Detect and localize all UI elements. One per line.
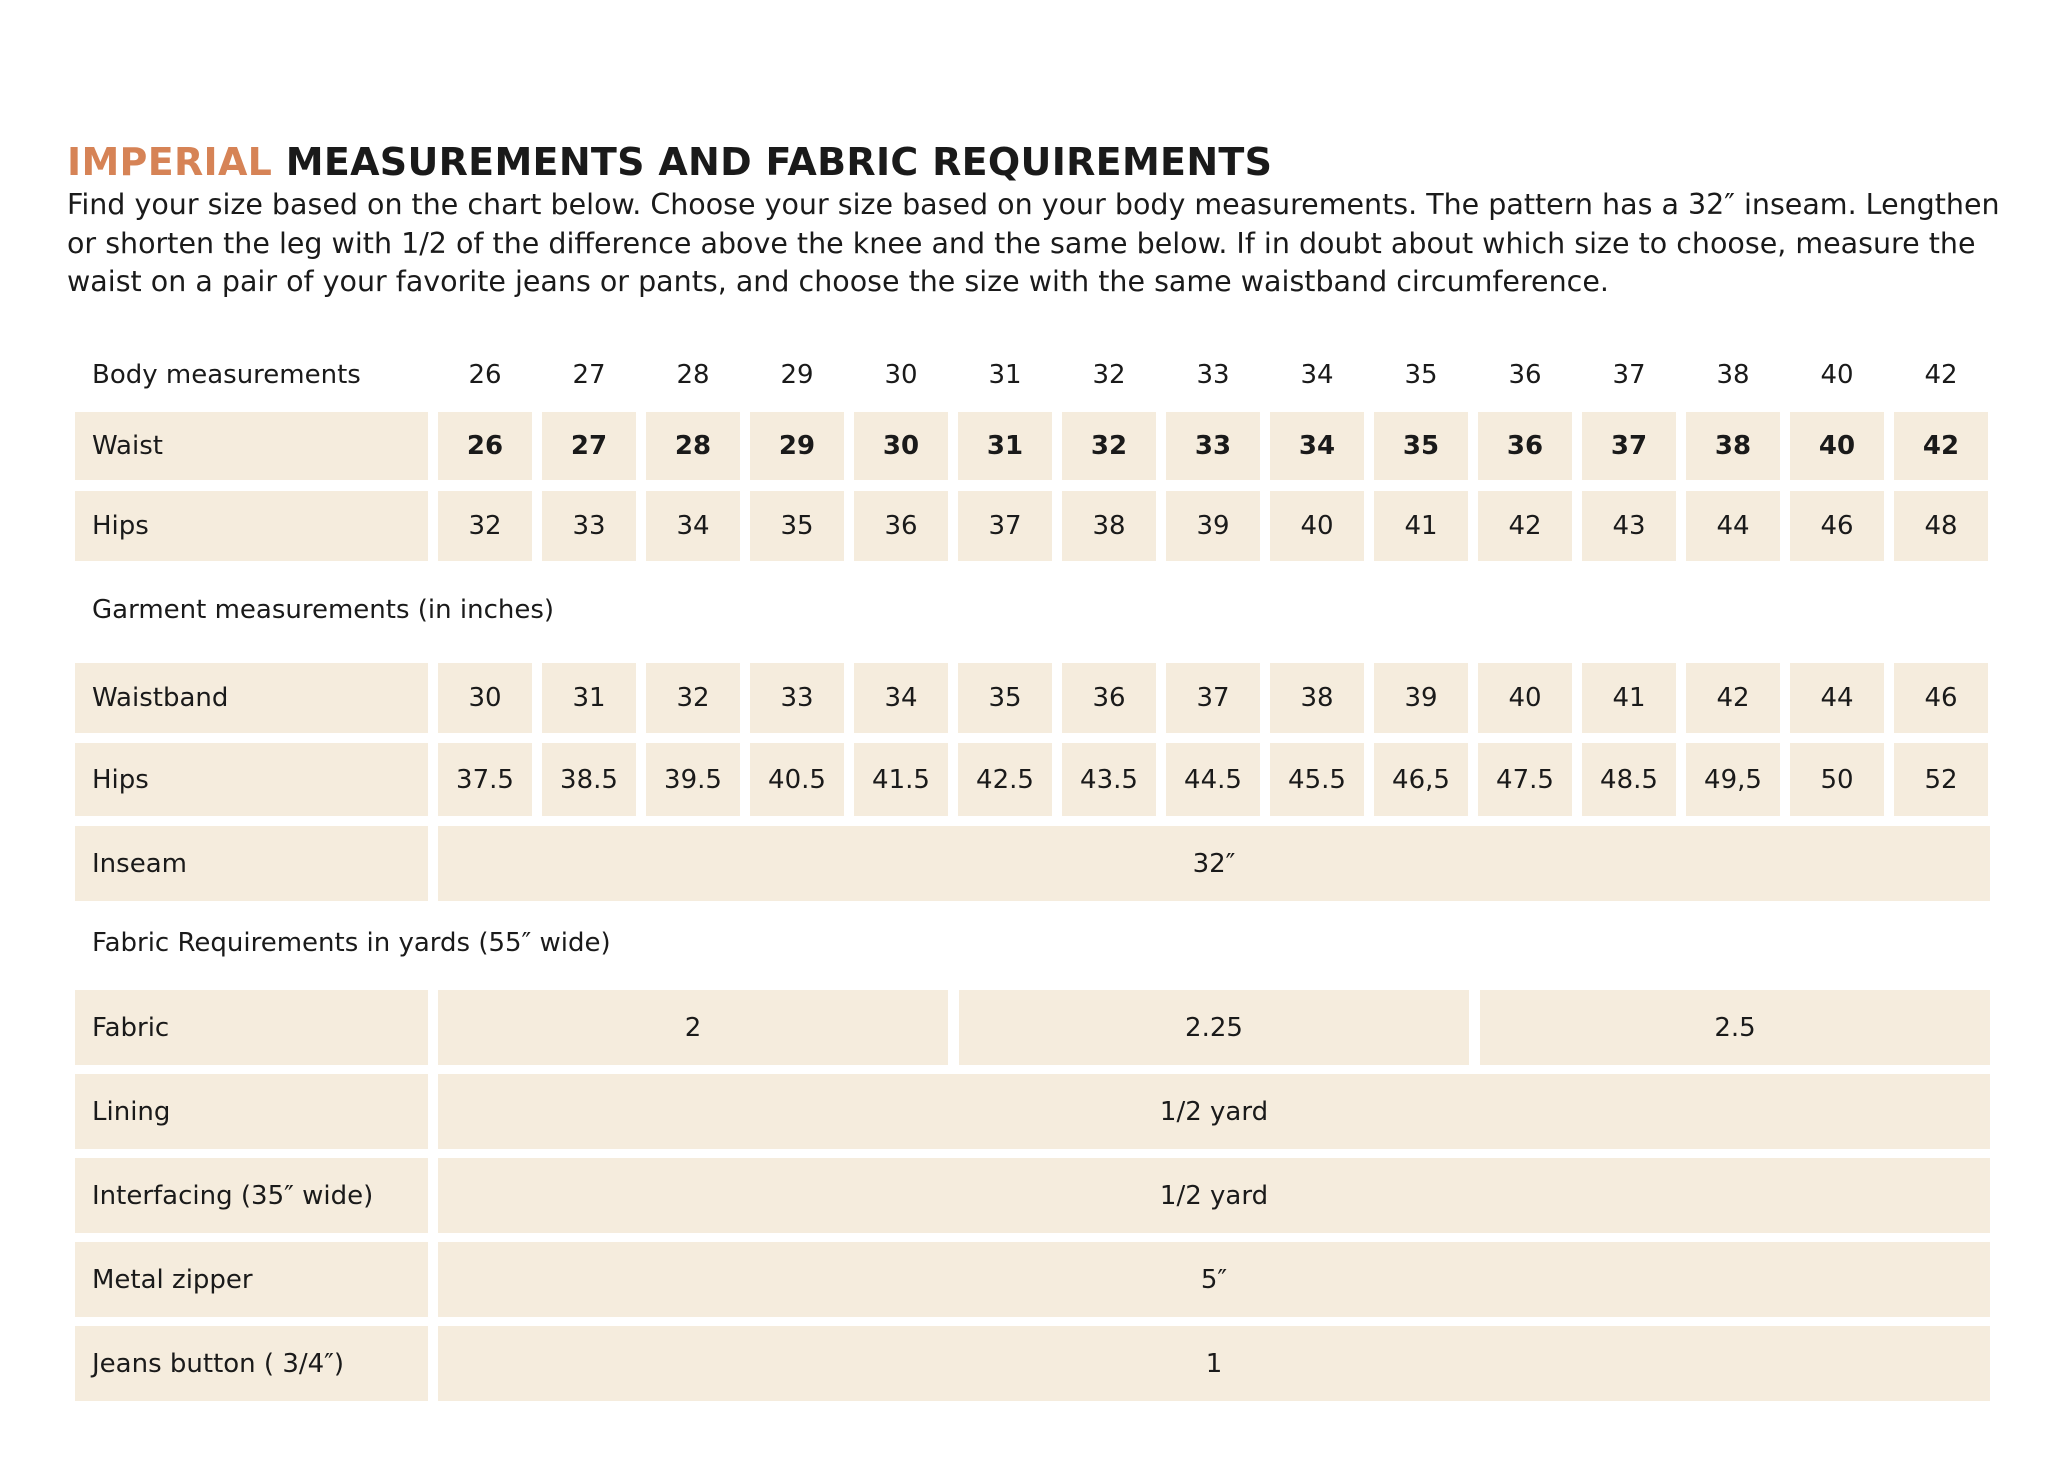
table-cell: 48 xyxy=(1894,491,1988,561)
zipper-value: 5″ xyxy=(438,1242,1990,1317)
table-cell: 36 xyxy=(1062,663,1156,733)
size-header-cell: 32 xyxy=(1092,360,1126,390)
fabric-section-label: Fabric Requirements in yards (55″ wide) xyxy=(92,928,611,958)
table-cell: 37 xyxy=(1582,412,1676,480)
table-cell: 40 xyxy=(1790,412,1884,480)
fabric-value-2: 2.25 xyxy=(959,990,1469,1065)
row-label: Waistband xyxy=(75,663,428,733)
fabric-value-3: 2.5 xyxy=(1480,990,1990,1065)
table-row-fabric xyxy=(75,990,1990,1065)
body-header-row xyxy=(75,345,1990,405)
table-cell: 40 xyxy=(1478,663,1572,733)
table-cell: 30 xyxy=(438,663,532,733)
table-cell: 52 xyxy=(1894,743,1988,816)
size-header-cell: 37 xyxy=(1612,360,1646,390)
table-cell: 42 xyxy=(1478,491,1572,561)
zipper-label: Metal zipper xyxy=(75,1242,428,1317)
intro-paragraph: Find your size based on the chart below. Choose your size based on your body measurements. The pattern has a 32″ inseam. Lengthen or shorten the leg with 1/2 of the difference above the knee and the same below. If in doubt about which size to choose, measure the waist on a pair of your favorite jeans or pants, and choose the size with the same waistband circumference. xyxy=(67,188,2000,298)
table-cell: 44 xyxy=(1790,663,1884,733)
table-row-button xyxy=(75,1326,1990,1401)
table-cell: 40 xyxy=(1270,491,1364,561)
table-cell: 31 xyxy=(958,412,1052,480)
table-cell: 43.5 xyxy=(1062,743,1156,816)
table-cell: 36 xyxy=(1478,412,1572,480)
table-row-garment-waistband xyxy=(75,663,1990,733)
size-header-cell: 35 xyxy=(1404,360,1438,390)
table-row-inseam xyxy=(75,826,1990,901)
table-cell: 29 xyxy=(750,412,844,480)
row-label: Hips xyxy=(75,743,428,816)
button-value: 1 xyxy=(438,1326,1990,1401)
size-header-cell: 27 xyxy=(572,360,606,390)
size-header-cell: 40 xyxy=(1820,360,1854,390)
title-accent: IMPERIAL xyxy=(67,140,273,184)
table-cell: 38.5 xyxy=(542,743,636,816)
table-cell: 41 xyxy=(1374,491,1468,561)
table-cell: 45.5 xyxy=(1270,743,1364,816)
table-cell: 35 xyxy=(958,663,1052,733)
interfacing-label: Interfacing (35″ wide) xyxy=(75,1158,428,1233)
table-cell: 44.5 xyxy=(1166,743,1260,816)
table-cell: 33 xyxy=(542,491,636,561)
table-cell: 33 xyxy=(1166,412,1260,480)
table-cell: 38 xyxy=(1062,491,1156,561)
table-cell: 50 xyxy=(1790,743,1884,816)
row-label: Waist xyxy=(75,412,428,480)
table-cell: 28 xyxy=(646,412,740,480)
size-header-cell: 26 xyxy=(468,360,502,390)
fabric-value-1: 2 xyxy=(438,990,948,1065)
table-cell: 31 xyxy=(542,663,636,733)
inseam-label: Inseam xyxy=(75,826,428,901)
table-cell: 35 xyxy=(1374,412,1468,480)
size-header-cell: 30 xyxy=(884,360,918,390)
table-row-lining xyxy=(75,1074,1990,1149)
table-row-interfacing xyxy=(75,1158,1990,1233)
size-header-cell: 29 xyxy=(780,360,814,390)
table-cell: 44 xyxy=(1686,491,1780,561)
table-cell: 32 xyxy=(646,663,740,733)
fabric-label: Fabric xyxy=(75,990,428,1065)
lining-value: 1/2 yard xyxy=(438,1074,1990,1149)
table-cell: 32 xyxy=(1062,412,1156,480)
size-header-cell: 36 xyxy=(1508,360,1542,390)
table-cell: 46,5 xyxy=(1374,743,1468,816)
table-cell: 39.5 xyxy=(646,743,740,816)
row-label: Hips xyxy=(75,491,428,561)
table-cell: 41.5 xyxy=(854,743,948,816)
table-cell: 26 xyxy=(438,412,532,480)
table-cell: 37 xyxy=(958,491,1052,561)
body-header-label: Body measurements xyxy=(92,360,361,390)
table-cell: 38 xyxy=(1686,412,1780,480)
size-header-cell: 33 xyxy=(1196,360,1230,390)
table-row-zipper xyxy=(75,1242,1990,1317)
table-cell: 33 xyxy=(750,663,844,733)
table-cell: 38 xyxy=(1270,663,1364,733)
table-cell: 35 xyxy=(750,491,844,561)
page-title xyxy=(67,140,1272,184)
table-cell: 41 xyxy=(1582,663,1676,733)
table-cell: 27 xyxy=(542,412,636,480)
table-cell: 46 xyxy=(1894,663,1988,733)
title-rest: MEASUREMENTS AND FABRIC REQUIREMENTS xyxy=(285,140,1273,184)
table-row-body-waist xyxy=(75,412,1990,480)
table-cell: 37.5 xyxy=(438,743,532,816)
table-row-garment-hips xyxy=(75,743,1990,816)
table-cell: 30 xyxy=(854,412,948,480)
size-header-cell: 34 xyxy=(1300,360,1334,390)
table-cell: 40.5 xyxy=(750,743,844,816)
table-cell: 48.5 xyxy=(1582,743,1676,816)
size-header-cell: 28 xyxy=(676,360,710,390)
table-cell: 43 xyxy=(1582,491,1676,561)
table-cell: 42 xyxy=(1686,663,1780,733)
table-cell: 46 xyxy=(1790,491,1884,561)
table-cell: 34 xyxy=(1270,412,1364,480)
lining-label: Lining xyxy=(75,1074,428,1149)
table-cell: 36 xyxy=(854,491,948,561)
table-cell: 32 xyxy=(438,491,532,561)
table-cell: 34 xyxy=(854,663,948,733)
table-cell: 37 xyxy=(1166,663,1260,733)
garment-section-label: Garment measurements (in inches) xyxy=(92,595,555,625)
table-cell: 34 xyxy=(646,491,740,561)
size-header-cell: 38 xyxy=(1716,360,1750,390)
size-header-cell: 31 xyxy=(988,360,1022,390)
table-cell: 42.5 xyxy=(958,743,1052,816)
size-header-cell: 42 xyxy=(1924,360,1958,390)
table-row-body-hips xyxy=(75,491,1990,561)
table-cell: 42 xyxy=(1894,412,1988,480)
inseam-value: 32″ xyxy=(438,826,1990,901)
table-cell: 39 xyxy=(1374,663,1468,733)
table-cell: 49,5 xyxy=(1686,743,1780,816)
interfacing-value: 1/2 yard xyxy=(438,1158,1990,1233)
button-label: Jeans button ( 3/4″) xyxy=(75,1326,428,1401)
table-cell: 47.5 xyxy=(1478,743,1572,816)
table-cell: 39 xyxy=(1166,491,1260,561)
